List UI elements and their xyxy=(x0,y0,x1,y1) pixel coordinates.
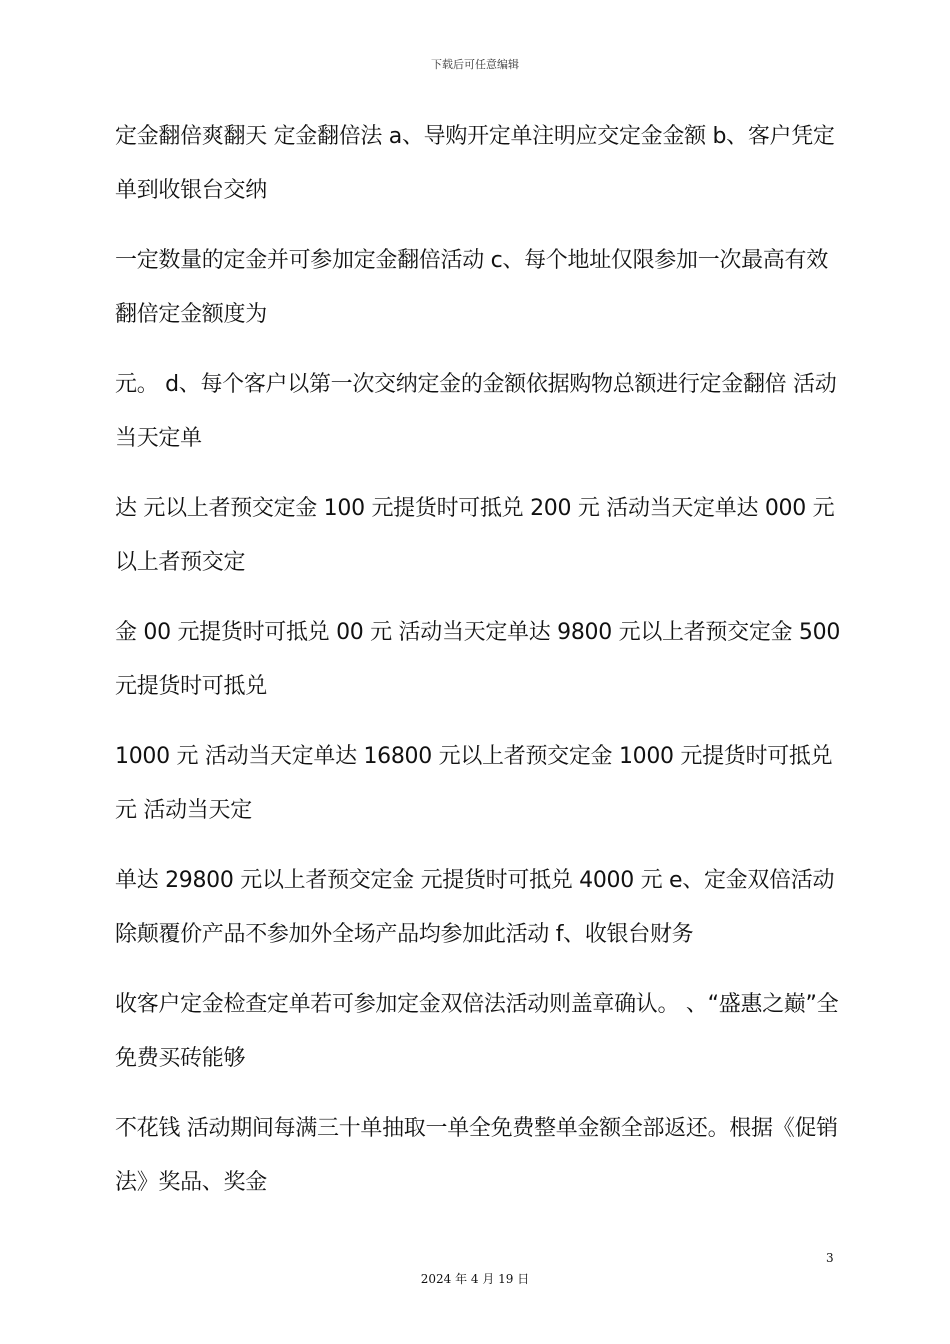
paragraph: 元。 d、每个客户以第一次交纳定金的金额依据购物总额进行定金翻倍 活动当天定单 xyxy=(115,372,837,451)
page-header: 下载后可任意编辑 xyxy=(431,58,519,71)
paragraph: 定金翻倍爽翻天 定金翻倍法 a、导购开定单注明应交定金金额 b、客户凭定单到收银台交纳 xyxy=(115,124,835,203)
paragraph: 1000 元 活动当天定单达 16800 元以上者预交定金 1000 元提货时可抵兑 元 活动当天定 xyxy=(115,744,833,823)
document-body xyxy=(115,110,840,1226)
paragraph: 不花钱 活动期间每满三十单抽取一单全免费整单金额全部返还。根据《促销法》奖品、奖金 xyxy=(115,1116,838,1195)
paragraph: 单达 29800 元以上者预交定金 元提货时可抵兑 4000 元 e、定金双倍活动除颠覆价产品不参加外全场产品均参加此活动 f、收银台财务 xyxy=(115,868,835,947)
paragraph: 达 元以上者预交定金 100 元提货时可抵兑 200 元 活动当天定单达 000 元以上者预交定 xyxy=(115,496,835,575)
paragraph: 金 00 元提货时可抵兑 00 元 活动当天定单达 9800 元以上者预交定金 500 元提货时可抵兑 xyxy=(115,620,841,699)
page-number: 3 xyxy=(826,1251,834,1265)
paragraph: 一定数量的定金并可参加定金翻倍活动 c、每个地址仅限参加一次最高有效翻倍定金额度为 xyxy=(115,248,828,327)
paragraph: 收客户定金检查定单若可参加定金双倍法活动则盖章确认。 、“盛惠之巅”全免费买砖能够 xyxy=(115,992,839,1071)
page-footer-date: 2024 年 4 月 19 日 xyxy=(420,1272,530,1286)
